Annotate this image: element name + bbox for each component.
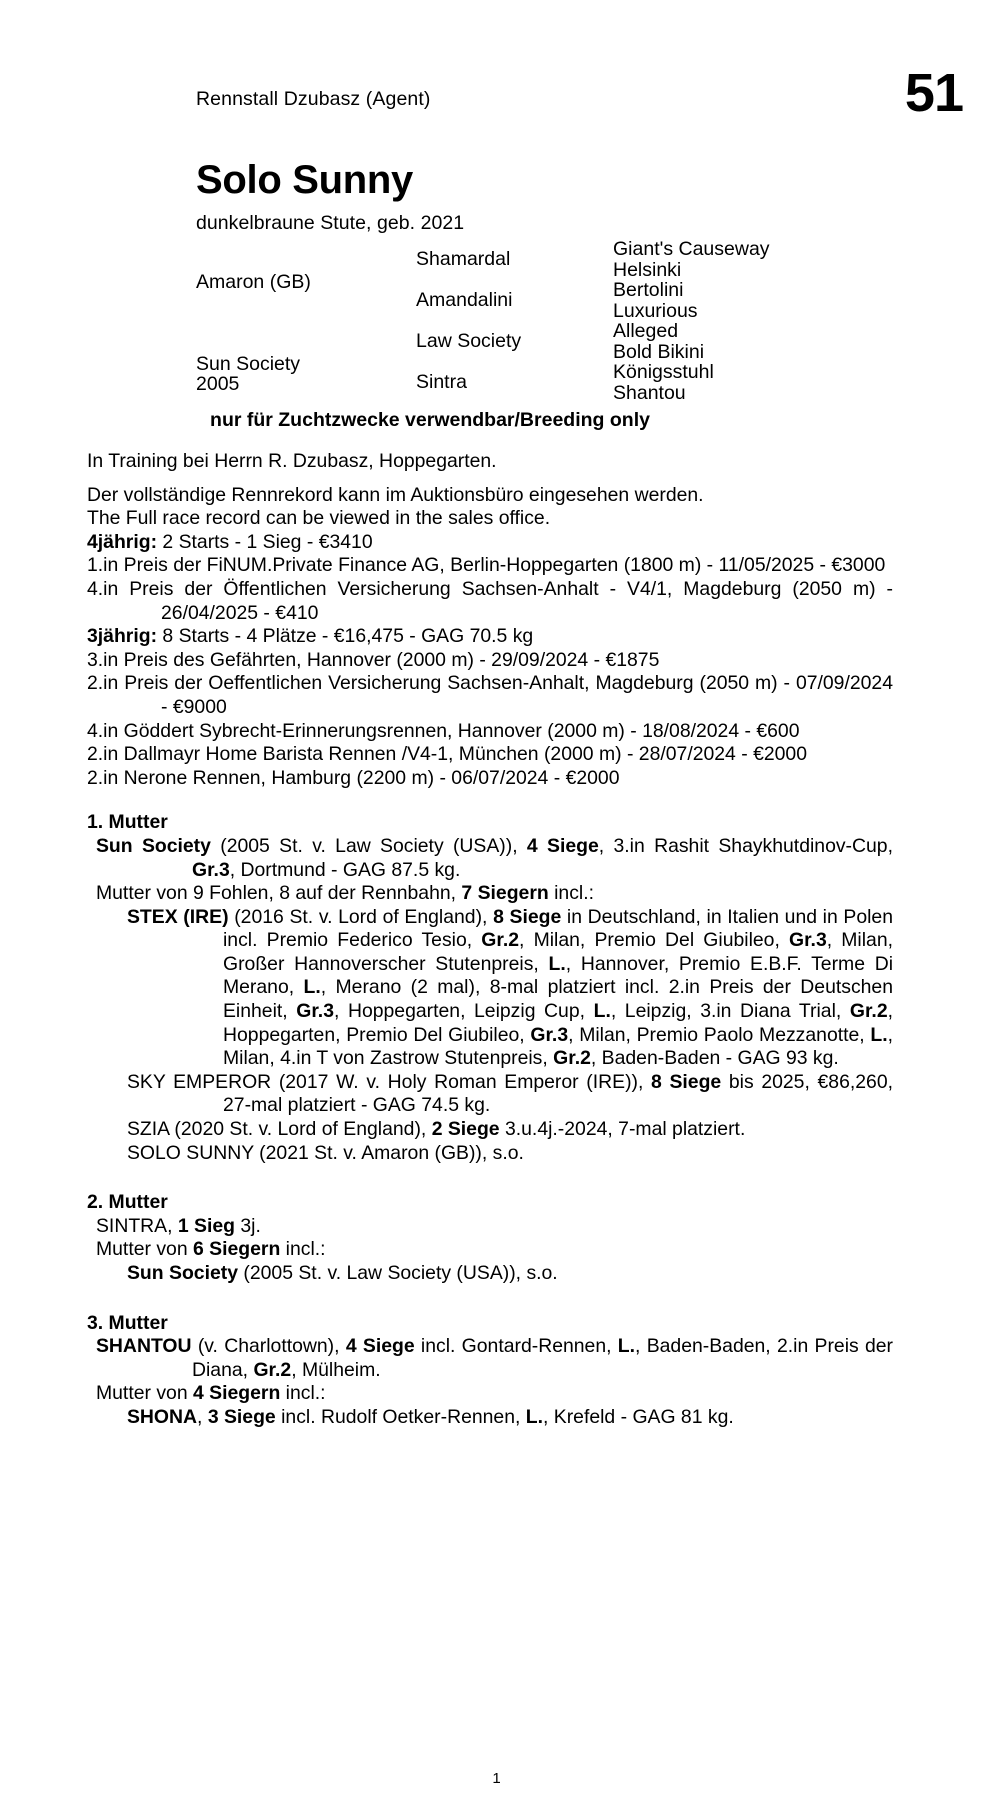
dam1-heading: 1. Mutter bbox=[87, 811, 168, 834]
produce-item bbox=[127, 1118, 893, 1142]
produce-name: SKY EMPEROR bbox=[127, 1070, 272, 1093]
race-record-note-de: Der vollständige Rennrekord kann im Auktionsbüro eingesehen werden. bbox=[87, 483, 704, 506]
pedigree-sire-dam: Amandalini bbox=[416, 289, 513, 311]
consignor-name: Rennstall Dzubasz (Agent) bbox=[196, 88, 431, 110]
pedigree-table bbox=[0, 236, 993, 406]
dam3-produce-intro: Mutter von 4 Siegern incl.: bbox=[96, 1382, 326, 1405]
pedigree-great-grandparent: Alleged bbox=[613, 320, 679, 342]
race-record-note-en: The Full race record can be viewed in the sales office. bbox=[87, 507, 551, 530]
race-line: 2.in Nerone Rennen, Hamburg (2200 m) - 06/07/2024 - €2000 bbox=[87, 766, 620, 789]
race-line: 2.in Dallmayr Home Barista Rennen /V4-1, München (2000 m) - 28/07/2024 - €2000 bbox=[87, 743, 807, 766]
pedigree-great-grandparent: Helsinki bbox=[613, 258, 682, 281]
produce-name: SOLO SUNNY bbox=[127, 1141, 254, 1164]
year4-summary bbox=[87, 531, 893, 555]
race-line: 3.in Preis des Gefährten, Hannover (2000 m) - 29/09/2024 - €1875 bbox=[87, 648, 660, 671]
pedigree-dam: Sun Society bbox=[196, 353, 301, 375]
training-line: In Training bei Herrn R. Dzubasz, Hoppegarten. bbox=[87, 450, 497, 472]
dam1-grade: Gr.3 bbox=[192, 858, 230, 881]
produce-intro-a: Mutter von 9 Fohlen, 8 auf der Rennbahn, bbox=[96, 882, 462, 905]
spacer bbox=[87, 1286, 893, 1312]
produce-intro-count: 7 Siegern bbox=[461, 882, 549, 905]
pedigree-dam-year: 2005 bbox=[196, 373, 240, 395]
dam1-detail-b: , 3.in Rashit Shaykhutdinov-Cup, bbox=[598, 834, 893, 857]
pedigree-great-grandparent: Luxurious bbox=[613, 299, 698, 322]
page-number: 1 bbox=[492, 1770, 501, 1787]
pedigree-great-grandparent: Bertolini bbox=[613, 279, 684, 301]
dam2-heading: 2. Mutter bbox=[87, 1191, 168, 1214]
horse-name: Solo Sunny bbox=[196, 158, 414, 202]
year4-label: 4jährig: bbox=[87, 530, 158, 553]
pedigree-dam-sire: Law Society bbox=[416, 330, 522, 352]
dam1-detail-a: (2005 St. v. Law Society (USA)), bbox=[210, 834, 527, 857]
produce-name: SZIA bbox=[127, 1118, 170, 1141]
pedigree-great-grandparent: Königsstuhl bbox=[613, 361, 714, 383]
spacer bbox=[87, 474, 893, 484]
page-header bbox=[0, 63, 993, 140]
dam1-detail bbox=[96, 835, 893, 882]
produce-item bbox=[127, 906, 893, 1071]
dam1-name: Sun Society bbox=[96, 834, 211, 857]
pedigree-great-grandparent: Shantou bbox=[613, 381, 686, 404]
produce-text: (2021 St. v. Amaron (GB)), s.o. bbox=[253, 1141, 524, 1164]
produce-intro-c: incl.: bbox=[548, 882, 594, 905]
produce-item bbox=[127, 1071, 893, 1118]
breeding-only-note: nur für Zuchtzwecke verwendbar/Breeding only bbox=[210, 409, 650, 431]
dam2-produce-item: Sun Society (2005 St. v. Law Society (USA)), s.o. bbox=[127, 1262, 558, 1284]
race-line: 4.in Preis der Öffentlichen Versicherung Sachsen-Anhalt - V4/1, Magdeburg (2050 m) - 26/04/2025 - €410 bbox=[87, 577, 893, 624]
pedigree-great-grandparent: Bold Bikini bbox=[613, 340, 705, 363]
produce-text: (2017 W. v. Holy Roman Emperor (IRE)), 8 Siege bis 2025, €86,260, 27-mal platziert - GAG 74.5 kg. bbox=[223, 1070, 893, 1117]
horse-description: dunkelbraune Stute, geb. 2021 bbox=[196, 212, 465, 234]
produce-name: STEX (IRE) bbox=[127, 905, 229, 928]
dam1-produce-intro bbox=[96, 882, 893, 906]
page-body bbox=[87, 450, 893, 1430]
spacer bbox=[87, 790, 893, 811]
spacer bbox=[87, 1165, 893, 1191]
race-line: 1.in Preis der FiNUM.Private Finance AG, Berlin-Hoppegarten (1800 m) - 11/05/2025 - €3000 bbox=[87, 554, 886, 577]
pedigree-dam-dam: Sintra bbox=[416, 371, 467, 393]
dam2-produce-intro: Mutter von 6 Siegern incl.: bbox=[96, 1238, 326, 1261]
dam3-line: SHANTOU (v. Charlottown), 4 Siege incl. Gontard-Rennen, L., Baden-Baden, 2.in Preis der Diana, Gr.2, Mülheim. bbox=[96, 1335, 894, 1381]
produce-text: (2016 St. v. Lord of England), 8 Siege in Deutschland, in Italien und in Polen incl. Premio Federico Tesio, Gr.2, Milan, Premio Del Giubileo, Gr.3, Milan, Großer Hannoverscher Stutenpreis, L., Hannover, Premio E.B.F. Terme Di Merano, L., Merano (2 mal), 8-mal platziert incl. 2.in Preis der Deutschen Einheit, Gr.3, Hoppegarten, Leipzig Cup, L., Leipzig, 3.in Diana Trial, Gr.2, Hoppegarten, Premio Del Giubileo, Gr.3, Milan, Premio Paolo Mezzanotte, L., Milan, 4.in T von Zastrow Stutenpreis, Gr.2, Baden-Baden - GAG 93 kg. bbox=[223, 905, 894, 1070]
produce-item bbox=[127, 1142, 893, 1166]
race-line: 4.in Göddert Sybrecht-Erinnerungsrennen, Hannover (2000 m) - 18/08/2024 - €600 bbox=[87, 719, 800, 742]
year3-summary bbox=[87, 625, 893, 649]
dam1-wins: 4 Siege bbox=[526, 834, 599, 857]
dam3-produce-item: SHONA, 3 Siege incl. Rudolf Oetker-Rennen, L., Krefeld - GAG 81 kg. bbox=[127, 1405, 734, 1428]
year4-summary-text: 2 Starts - 1 Sieg - €3410 bbox=[157, 530, 373, 553]
dam1-detail-c: , Dortmund - GAG 87.5 kg. bbox=[229, 858, 461, 881]
dam3-heading: 3. Mutter bbox=[87, 1311, 168, 1334]
race-line: 2.in Preis der Oeffentlichen Versicherung Sachsen-Anhalt, Magdeburg (2050 m) - 07/09/2024 - €9000 bbox=[87, 672, 893, 718]
pedigree-sire: Amaron (GB) bbox=[196, 271, 311, 293]
year3-summary-text: 8 Starts - 4 Plätze - €16,475 - GAG 70.5 kg bbox=[157, 625, 534, 648]
dam2-line: SINTRA, 1 Sieg 3j. bbox=[96, 1214, 261, 1237]
year3-label: 3jährig: bbox=[87, 625, 158, 648]
pedigree-great-grandparent: Giant's Causeway bbox=[613, 238, 770, 260]
produce-text: (2020 St. v. Lord of England), 2 Siege 3.u.4j.-2024, 7-mal platziert. bbox=[169, 1118, 746, 1141]
pedigree-sire-sire: Shamardal bbox=[416, 248, 511, 270]
lot-number: 51 bbox=[904, 63, 963, 123]
